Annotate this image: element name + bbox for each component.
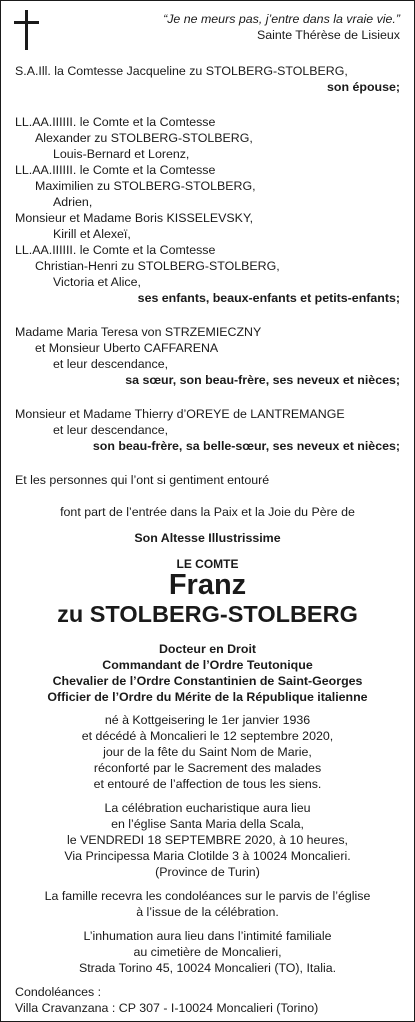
cross-icon: [13, 9, 40, 51]
deceased-surname: zu STOLBERG-STOLBERG: [57, 601, 358, 627]
rank: LE COMTE: [176, 557, 239, 571]
title-line: Docteur en Droit: [158, 642, 257, 656]
inlaws-role: son beau-frère, sa belle-sœur, ses neveux et nièces;: [92, 439, 400, 453]
condolences-label: Condoléances :: [15, 985, 102, 999]
honorific: Son Altesse Illustrissime: [134, 531, 281, 545]
title-line: Chevalier de l’Ordre Constantinien de Saint-Georges: [52, 674, 363, 688]
deceased-firstname: Franz: [168, 569, 247, 601]
children-role: ses enfants, beaux-enfants et petits-enfants;: [137, 291, 400, 305]
mass-line: le VENDREDI 18 SEPTEMBRE 2020, à 10 heures,: [67, 833, 348, 847]
life-line: et entouré de l’affection de tous les siens.: [93, 777, 322, 791]
family-condolences-line: à l’issue de la célébration.: [136, 905, 279, 919]
life-line: et décédé à Moncalieri le 12 septembre 2020,: [81, 729, 334, 743]
others-line: Et les personnes qui l’ont si gentiment entouré: [15, 473, 270, 487]
life-line: réconforté par le Sacrement des malades: [93, 761, 322, 775]
children-line: Adrien,: [53, 195, 93, 209]
condolences-address: Villa Cravanzana : CP 307 - I-10024 Moncalieri (Torino): [15, 1001, 319, 1015]
children-line: LL.AA.IIIIII. le Comte et la Comtesse: [15, 163, 216, 177]
children-line: Victoria et Alice,: [53, 275, 141, 289]
title-line: Officier de l’Ordre du Mérite de la République italienne: [47, 690, 368, 704]
mass-line: Via Principessa Maria Clotilde 3 à 10024 Moncalieri.: [64, 849, 351, 863]
mass-line: en l’église Santa Maria della Scala,: [111, 817, 304, 831]
children-line: Monsieur et Madame Boris KISSELEVSKY,: [15, 211, 254, 225]
sister-line: et leur descendance,: [53, 357, 169, 371]
sister-line: Madame Maria Teresa von STRZEMIECZNY: [15, 325, 262, 339]
announcement: font part de l’entrée dans la Paix et la Joie du Père de: [60, 505, 355, 519]
children-line: Alexander zu STOLBERG-STOLBERG,: [35, 131, 253, 145]
children-line: Maximilien zu STOLBERG-STOLBERG,: [35, 179, 256, 193]
spouse-role: son épouse;: [327, 80, 400, 94]
sister-line: et Monsieur Uberto CAFFARENA: [35, 341, 219, 355]
life-line: né à Kottgeisering le 1er janvier 1936: [104, 713, 311, 727]
epigraph: [163, 11, 400, 43]
quote-text: “Je ne meurs pas, j’entre dans la vraie vie.”: [163, 12, 400, 26]
children-line: Louis-Bernard et Lorenz,: [53, 147, 190, 161]
burial-line: L’inhumation aura lieu dans l’intimité familiale: [83, 929, 332, 943]
mass-line: (Province de Turin): [155, 865, 260, 879]
life-line: jour de la fête du Saint Nom de Marie,: [103, 745, 312, 759]
spouse-name: S.A.Ill. la Comtesse Jacqueline zu STOLBERG-STOLBERG,: [15, 64, 348, 78]
children-line: LL.AA.IIIIII. le Comte et la Comtesse: [15, 243, 216, 257]
children-line: LL.AA.IIIIII. le Comte et la Comtesse: [15, 115, 216, 129]
family-condolences-line: La famille recevra les condoléances sur le parvis de l’église: [44, 889, 371, 903]
title-line: Commandant de l’Ordre Teutonique: [102, 658, 313, 672]
quote-author: Sainte Thérèse de Lisieux: [256, 28, 400, 43]
children-line: Christian-Henri zu STOLBERG-STOLBERG,: [35, 259, 280, 273]
inlaws-line: Monsieur et Madame Thierry d’OREYE de LANTREMANGE: [15, 407, 345, 421]
mass-line: La célébration eucharistique aura lieu: [104, 801, 311, 815]
children-line: Kirill et Alexeï,: [53, 227, 131, 241]
burial-line: Strada Torino 45, 10024 Moncalieri (TO), Italia.: [78, 961, 337, 975]
burial-line: au cimetière de Moncalieri,: [133, 945, 282, 959]
sister-role: sa sœur, son beau-frère, ses neveux et nièces;: [125, 373, 400, 387]
inlaws-line: et leur descendance,: [53, 423, 169, 437]
